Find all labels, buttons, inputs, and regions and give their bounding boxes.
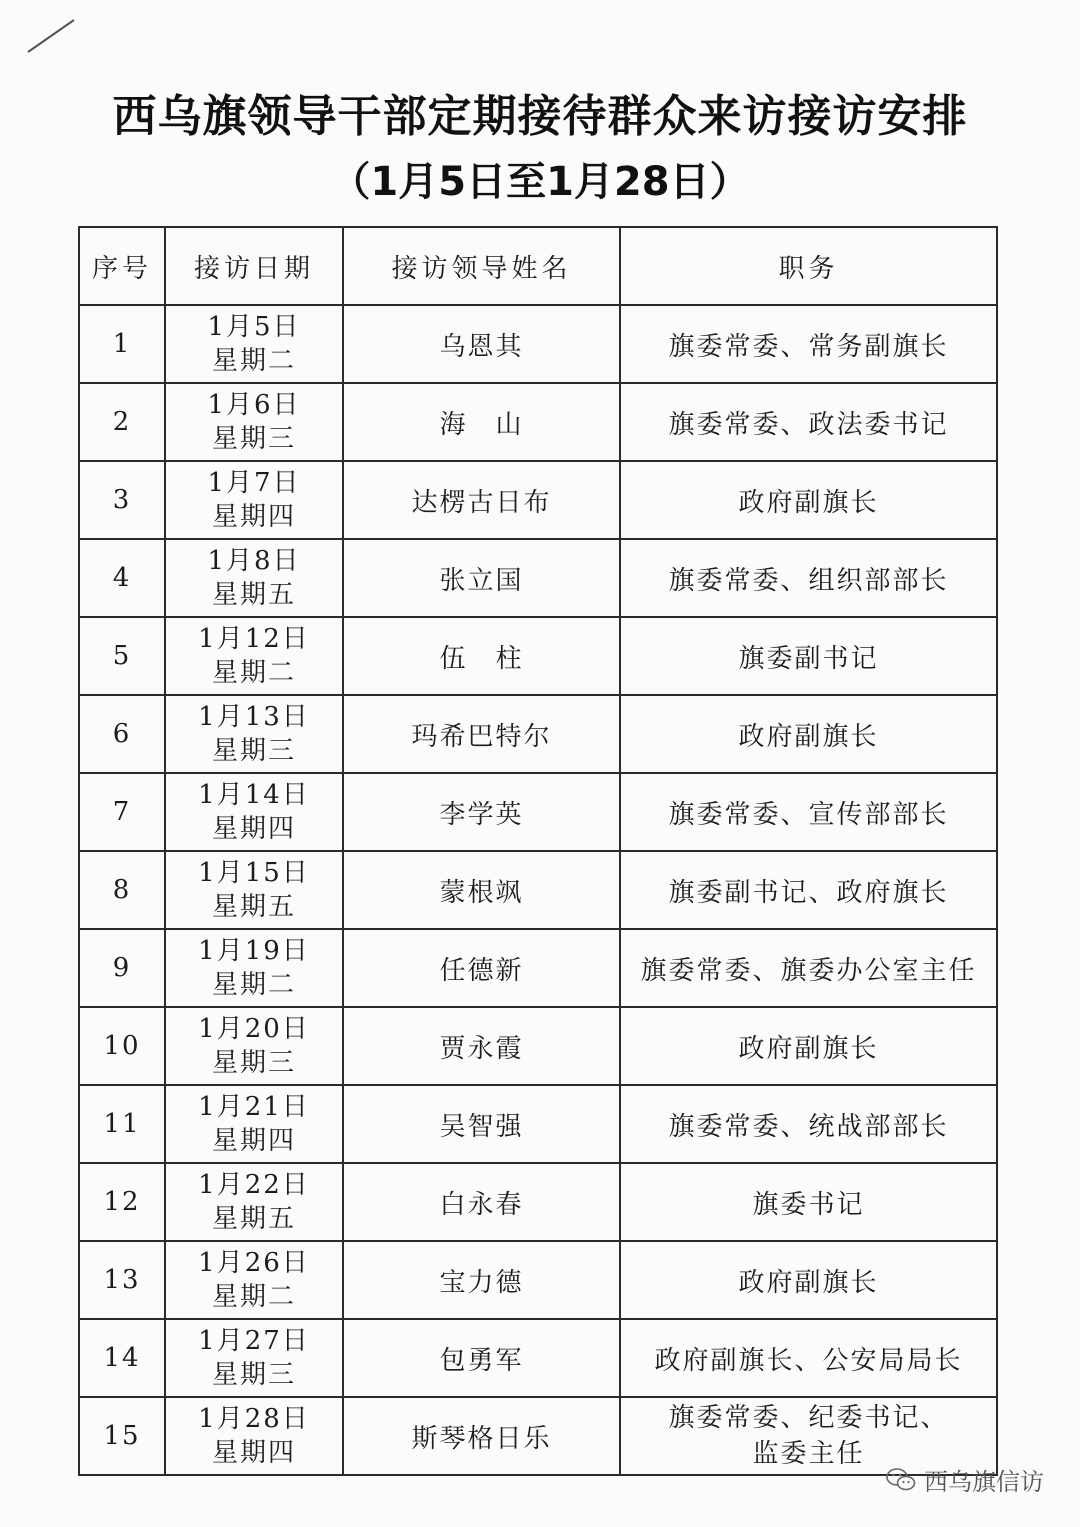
row-position: 政府副旗长 [620,1241,997,1319]
row-leader-name: 乌恩其 [343,305,620,383]
row-weekday: 星期五 [211,580,296,610]
row-leader-name: 伍 柱 [343,617,620,695]
row-date-cell [165,1241,343,1319]
table-row [79,1319,997,1397]
row-position: 旗委副书记 [620,617,997,695]
row-date: 1月14日 [198,780,310,810]
header-leader-name: 接访领导姓名 [343,227,620,305]
row-date-cell [165,695,343,773]
table-row [79,1397,997,1475]
table-row [79,539,997,617]
row-leader-name: 玛希巴特尔 [343,695,620,773]
table-row [79,617,997,695]
row-position: 政府副旗长 [620,1007,997,1085]
row-date-cell [165,1397,343,1475]
row-weekday: 星期四 [211,502,296,532]
row-date: 1月19日 [198,936,310,966]
row-number: 14 [79,1319,165,1397]
row-position: 旗委常委、宣传部部长 [620,773,997,851]
row-number: 4 [79,539,165,617]
row-date: 1月27日 [198,1326,310,1356]
row-date-cell [165,617,343,695]
row-date: 1月26日 [198,1248,310,1278]
row-leader-name: 海 山 [343,383,620,461]
row-date: 1月21日 [198,1092,310,1122]
row-date: 1月13日 [198,702,310,732]
row-leader-name: 斯琴格日乐 [343,1397,620,1475]
row-leader-name: 蒙根飒 [343,851,620,929]
row-position-line2: 监委主任 [752,1439,865,1469]
row-number: 10 [79,1007,165,1085]
table-row [79,929,997,1007]
header-number: 序号 [79,227,165,305]
row-number: 1 [79,305,165,383]
table-row [79,461,997,539]
row-position: 旗委常委、常务副旗长 [620,305,997,383]
watermark-text: 西乌旗信访 [924,1468,1044,1496]
row-leader-name: 包勇军 [343,1319,620,1397]
row-date: 1月22日 [198,1170,310,1200]
row-date: 1月5日 [207,312,301,342]
row-weekday: 星期二 [211,970,296,1000]
row-position-line1: 旗委常委、纪委书记、 [668,1403,949,1433]
row-position: 旗委常委、政法委书记 [620,383,997,461]
table-row [79,773,997,851]
row-date: 1月28日 [198,1404,310,1434]
row-date-cell [165,851,343,929]
row-date: 1月12日 [198,624,310,654]
row-number: 3 [79,461,165,539]
row-position: 旗委常委、统战部部长 [620,1085,997,1163]
table-header-row [79,227,997,305]
row-date: 1月20日 [198,1014,310,1044]
table-row [79,1241,997,1319]
header-position: 职务 [620,227,997,305]
row-date-cell [165,1007,343,1085]
row-date-cell [165,539,343,617]
row-leader-name: 张立国 [343,539,620,617]
table-row [79,383,997,461]
row-number: 5 [79,617,165,695]
row-date-cell [165,461,343,539]
row-weekday: 星期四 [211,1438,296,1468]
row-date-cell [165,1163,343,1241]
row-leader-name: 贾永霞 [343,1007,620,1085]
row-weekday: 星期三 [211,1048,296,1078]
row-date: 1月15日 [198,858,310,888]
row-position: 政府副旗长 [620,461,997,539]
row-number: 9 [79,929,165,1007]
row-position: 政府副旗长 [620,695,997,773]
row-date: 1月6日 [207,390,301,420]
row-date: 1月8日 [207,546,301,576]
row-leader-name: 吴智强 [343,1085,620,1163]
row-weekday: 星期三 [211,1360,296,1390]
table-row [79,1007,997,1085]
row-number: 2 [79,383,165,461]
row-weekday: 星期五 [211,1204,296,1234]
row-number: 12 [79,1163,165,1241]
row-weekday: 星期二 [211,346,296,376]
document-title: 西乌旗领导干部定期接待群众来访接访安排 [112,91,968,142]
row-date-cell [165,305,343,383]
row-weekday: 星期三 [211,424,296,454]
table-row [79,1085,997,1163]
row-leader-name: 达楞古日布 [343,461,620,539]
table-row [79,851,997,929]
row-date-cell [165,383,343,461]
row-weekday: 星期三 [211,736,296,766]
row-date-cell [165,1319,343,1397]
row-number: 7 [79,773,165,851]
row-number: 15 [79,1397,165,1475]
row-date-cell [165,929,343,1007]
row-weekday: 星期二 [211,658,296,688]
table-row [79,305,997,383]
row-number: 11 [79,1085,165,1163]
row-leader-name: 宝力德 [343,1241,620,1319]
source-watermark [886,1462,1044,1497]
row-position: 政府副旗长、公安局局长 [620,1319,997,1397]
header-date: 接访日期 [165,227,343,305]
row-position: 旗委书记 [620,1163,997,1241]
row-date: 1月7日 [207,468,301,498]
row-weekday: 星期二 [211,1282,296,1312]
row-date-cell [165,773,343,851]
pen-stroke-mark [24,16,78,56]
row-leader-name: 李学英 [343,773,620,851]
row-position: 旗委常委、组织部部长 [620,539,997,617]
row-number: 13 [79,1241,165,1319]
row-position: 旗委常委、旗委办公室主任 [620,929,997,1007]
row-date-cell [165,1085,343,1163]
row-position: 旗委副书记、政府旗长 [620,851,997,929]
row-weekday: 星期五 [211,892,296,922]
wechat-icon [886,1467,916,1493]
row-weekday: 星期四 [211,814,296,844]
row-weekday: 星期四 [211,1126,296,1156]
row-leader-name: 白永春 [343,1163,620,1241]
row-number: 6 [79,695,165,773]
table-row [79,1163,997,1241]
document-subtitle: （1月5日至1月28日） [330,159,750,205]
table-row [79,695,997,773]
reception-schedule-table [78,226,998,1476]
row-number: 8 [79,851,165,929]
row-leader-name: 任德新 [343,929,620,1007]
